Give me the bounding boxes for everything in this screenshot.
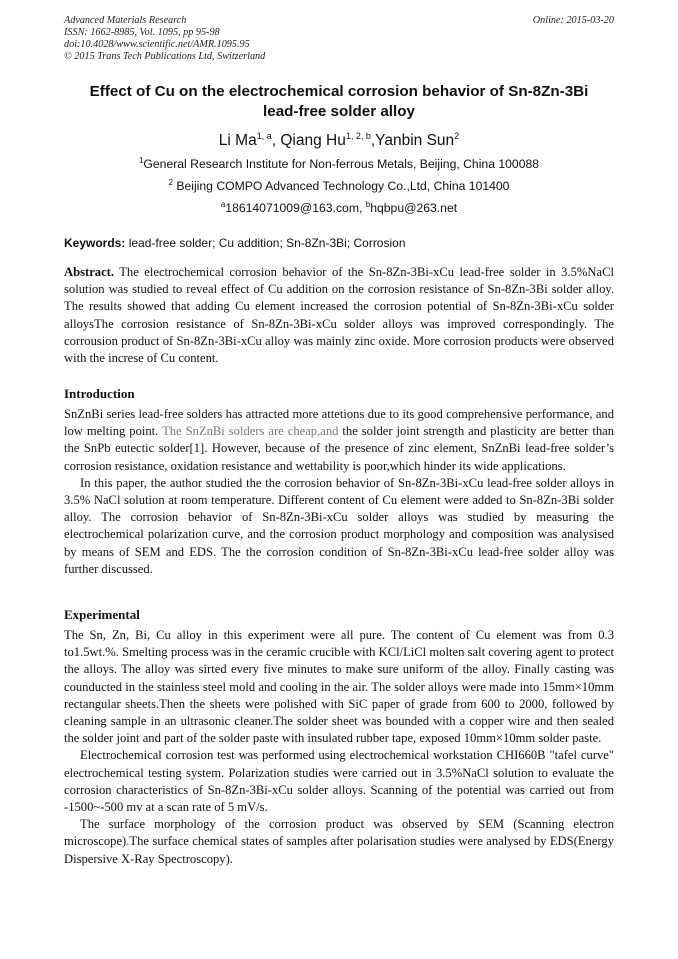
author-separator: , xyxy=(271,132,281,149)
abstract-label: Abstract. xyxy=(64,265,115,279)
paragraph-text: the solder joint strength and plasticity are better than the SnPb eutectic solder[1]. However, because of the presence of zinc element, SnZnBi lead-free solder’s corrosion resistance, oxidation resistance and wettability is poor,which hinder its wide applications. xyxy=(64,424,614,473)
experimental-paragraph-1: The Sn, Zn, Bi, Cu alloy in this experiment were all pure. The content of Cu element was from 0.3 to1.5wt.%. Smelting process was in the ceramic crucible with KCl/LiCl molten salt covering agent to protect the alloys. The alloy was sirted every five minutes to make sure uniform of the alloy. Finally casting was counducted in the stainless steel mold and cooling in the air. The solder alloys were made into 15mm×10mm rectangular sheets.Then the sheets were polished with SiC paper of grade from 600 to 2000, followed by cleaning sample in an ultrasonic cleaner.The solder sheet was bounded with a copper wire and then sealed the solder joint and part of the solder paste with insulated rubber tape, exposed 10mm×10mm solder paste. xyxy=(64,628,614,746)
affiliation-mark: 1 xyxy=(138,156,144,165)
author-affiliation-mark: 1, 2, b xyxy=(345,131,371,141)
introduction-paragraph-2: In this paper, the author studied the the corrosion behavior of Sn-8Zn-3Bi-xCu lead-free solder alloys in 3.5% NaCl solution at room temperature. Different content of Cu element were added to Sn-8Zn-3Bi solder alloy. The corrosion behavior of Sn-8Zn-3Bi-xCu solder alloys was studied by measuring the electrochemical polarization curve, and the corrosion product morphology and composition was analysised by means of SEM and EDS. The the corrosion condition of Sn-8Zn-3Bi-xCu lead-free solder alloy was further discussed. xyxy=(64,475,614,576)
email-text: 18614071009@163.com, xyxy=(225,201,366,215)
author-name: Li Ma xyxy=(218,132,257,149)
paragraph-text: SnZnBi series lead-free solders has attracted more attetions due to its good comprehensive performance, and low melting point. xyxy=(64,407,614,439)
experimental-paragraph-3: The surface morphology of the corrosion product was observed by SEM (Scanning electron microscope).The surface chemical states of samples after polarisation studies were analysed by EDS(Energy Dispersive X-Ray Spectroscopy). xyxy=(64,817,614,866)
abstract xyxy=(64,264,614,367)
highlighted-text: The SnZnBi solders are cheap,and xyxy=(162,424,339,439)
experimental-heading: Experimental xyxy=(64,607,140,622)
author-name: Yanbin Sun xyxy=(375,132,455,149)
keywords xyxy=(64,236,618,251)
keywords-label: Keywords: xyxy=(64,236,126,250)
affiliation-1 xyxy=(60,157,618,172)
experimental-body xyxy=(64,627,614,868)
journal-name: Advanced Materials Research xyxy=(64,15,187,26)
affiliation-text: General Research Institute for Non-ferrous Metals, Beijing, China 100088 xyxy=(143,157,540,171)
author-emails xyxy=(60,201,618,216)
email-mark: b xyxy=(365,200,371,209)
online-date: Online: 2015-03-20 xyxy=(532,15,614,26)
title-line-2: lead-free solder alloy xyxy=(263,103,415,120)
keywords-text: lead-free solder; Cu addition; Sn-8Zn-3Bi; Corrosion xyxy=(125,236,406,250)
experimental-paragraph-2: Electrochemical corrosion test was performed using electrochemical workstation CHI660B "tafel curve" electrochemical testing system. Polarization studies were carried out in 3.5%NaCl solution to evaluate the corrosion characteristics of Sn-8Zn-3Bi-xCu solder alloys. Scanning of the potential was carried out from -1500~-500 mv at a scan rate of 5 mV/s. xyxy=(64,748,614,815)
doi-line: doi:10.4028/www.scientific.net/AMR.1095.95 xyxy=(64,39,250,50)
email-text: hqbpu@263.net xyxy=(370,201,458,215)
author-list xyxy=(60,131,618,151)
affiliation-2 xyxy=(60,179,618,194)
author-name: Qiang Hu xyxy=(280,132,346,149)
affiliation-mark: 2 xyxy=(168,178,173,187)
affiliation-text: Beijing COMPO Advanced Technology Co.,Ltd, China 101400 xyxy=(172,179,510,193)
author-affiliation-mark: 2 xyxy=(454,131,460,141)
journal-header xyxy=(64,15,614,63)
paper-title xyxy=(60,82,618,122)
author-affiliation-mark: 1, a xyxy=(256,131,272,141)
issn-line: ISSN: 1662-8985, Vol. 1095, pp 95-98 xyxy=(64,27,220,38)
author-separator: , xyxy=(370,132,376,149)
introduction-heading: Introduction xyxy=(64,386,135,401)
title-line-1: Effect of Cu on the electrochemical corrosion behavior of Sn-8Zn-3Bi xyxy=(89,83,589,100)
copyright-line: © 2015 Trans Tech Publications Ltd, Switzerland xyxy=(64,51,266,62)
abstract-text: The electrochemical corrosion behavior of the Sn-8Zn-3Bi-xCu lead-free solder in 3.5%NaCl solution was studied to reveal effect of Cu addition on the corrosion resistance of Sn-8Zn-3Bi solder alloy. The results showed that adding Cu element increased the corrosion potential of Sn-8Zn-3Bi-xCu solder alloysThe corrosion resistance of Sn-8Zn-3Bi-xCu solder alloys was improved correspondingly. The corrousion product of Sn-8Zn-3Bi-xCu alloy was mainly zinc oxide. More corrosion products were observed with the increse of Cu content. xyxy=(64,265,614,366)
introduction-paragraph-1 xyxy=(64,406,614,475)
introduction-body xyxy=(64,406,614,578)
email-mark: a xyxy=(220,200,226,209)
